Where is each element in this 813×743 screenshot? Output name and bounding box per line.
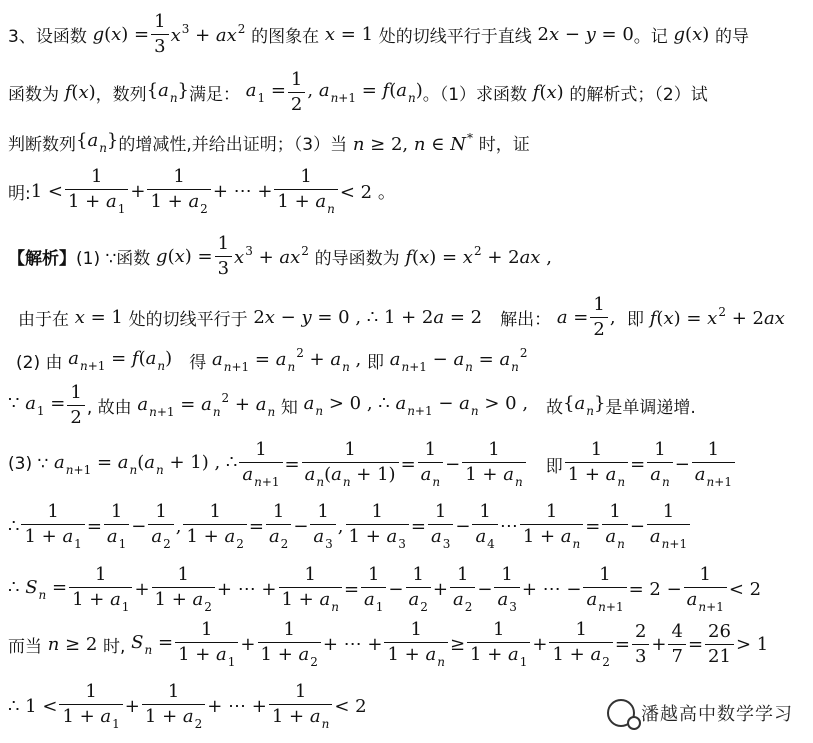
fraction: $\frac{1}{1 + a_n}$ <box>565 440 628 489</box>
text: 【解析】 <box>8 248 76 269</box>
formula: f(x) <box>64 81 96 103</box>
formula: $a_{n+1} = a_n(a_n + 1)$ , ∴ <box>54 451 238 477</box>
fraction: $\frac{4}{7}$ <box>668 622 685 667</box>
text: 的导函数为 <box>314 248 400 269</box>
formula: $\{a_n\}$ <box>563 392 606 418</box>
fraction: $\frac{1}{1 + a_1}$ <box>467 620 530 669</box>
formula: f(x) <box>532 81 570 103</box>
text: 的解析式；（2）试 <box>569 84 708 105</box>
formula: 2x − y = 0 , ∴ 1 + 2a = 2 <box>247 306 483 328</box>
formula: 2x − y = 0 <box>531 23 634 45</box>
text: 由于在 <box>18 309 69 330</box>
fraction: $\frac{1}{a_2}$ <box>406 565 431 614</box>
formula: n ≥ 2, n ∈ N* <box>352 130 473 155</box>
text: 满足： <box>189 84 240 105</box>
problem-line-4: 明: 1 < $\frac{1}{1 + a_1}$ + $\frac{1}{1 + a_2}$ + ⋯ + $\frac{1}{1 + a_n}$ < 2 。 <box>8 166 396 216</box>
text: 时, <box>103 636 126 657</box>
formula: $a_{n+1} = f(a_n)$ <box>68 347 190 373</box>
text: 的导 <box>714 26 749 47</box>
formula: $a_1$ = <box>245 79 286 105</box>
solution-line-8: 而当 n ≥ 2 时, $S_n$ = $\frac{1}{1 + a_1}$ + $\frac{1}{1 + a_2}$ + ⋯ + $\frac{1}{1 + a_n}$ ≥ $\frac{1}{1 + a_1}$ + $\frac{1}{1 + a_2}$ = $\frac{2}{3}$ + $\frac{4}{7}$ = $\frac{26}{21}$ > 1 <box>8 619 769 669</box>
text: 解出： <box>500 309 552 330</box>
solution-line-5: (3) ∵ $a_{n+1} = a_n(a_n + 1)$ , ∴ $\frac{1}{a_{n+1}}$ = $\frac{1}{a_n(a_n + 1)}$ = $\frac{1}{a_n}$ − $\frac{1}{1 + a_n}$ 即 $\frac{1}{1 + a_n}$ = $\frac{1}{a_n}$ − $\frac{1}{a_{n+1}}$ <box>8 440 737 489</box>
formula: , $a_{n+1} = f(a_n)$ <box>307 79 423 105</box>
fraction: $\frac{1}{1 + a_n}$ <box>520 502 583 551</box>
fraction: $\frac{1}{3}$ <box>151 12 168 57</box>
fraction: $\frac{1}{a_2}$ <box>450 565 475 614</box>
fraction: $\frac{1}{a_{n+1}}$ <box>647 502 690 551</box>
formula: $x^3 + ax^2$ <box>234 244 309 269</box>
text: 的增减性,并给出证明；（3）当 <box>118 135 348 155</box>
text: 得 <box>189 352 207 373</box>
formula: a = <box>556 306 589 328</box>
text: 函数为 <box>8 84 59 105</box>
formula: ∵ $a_1$ = <box>8 392 66 418</box>
text: (2) 由 <box>16 352 63 373</box>
fraction: $\frac{1}{a_4}$ <box>472 502 497 551</box>
fraction: $\frac{1}{a_n}$ <box>602 502 627 551</box>
fraction: $\frac{1}{a_{n+1}}$ <box>684 565 727 614</box>
fraction: $\frac{1}{1 + a_3}$ <box>346 502 409 551</box>
text: 故 <box>546 397 564 418</box>
formula: $a_{n+1} = a_n^2 + a_n$ , <box>212 346 367 374</box>
problem-line-1 <box>8 12 749 57</box>
text: (1) ∵函数 <box>76 248 151 269</box>
formula: $a_n > 0$ , ∴ $a_{n+1} - a_n > 0$ , <box>303 392 529 418</box>
formula: $\{a_n\}$ <box>146 79 189 105</box>
solution-line-6: ∴ $\frac{1}{1 + a_1}$ = $\frac{1}{a_1}$ − $\frac{1}{a_2}$ , $\frac{1}{1 + a_2}$ = $\frac{1}{a_2}$ − $\frac{1}{a_3}$ , $\frac{1}{1 + a_3}$ = $\frac{1}{a_3}$ − $\frac{1}{a_4}$ ⋯ $\frac{1}{1 + a_n}$ = $\frac{1}{a_n}$ − $\frac{1}{a_{n+1}}$ <box>8 502 692 551</box>
fraction: $\frac{1}{1 + a_1}$ <box>175 620 238 669</box>
fraction: $\frac{1}{1 + a_1}$ <box>21 502 84 551</box>
fraction: $\frac{2}{3}$ <box>632 622 649 667</box>
fraction: $\frac{1}{a_3}$ <box>428 502 453 551</box>
text: 处的切线平行于直线 <box>378 26 532 47</box>
fraction: $\frac{1}{a_1}$ <box>361 565 386 614</box>
wechat-icon <box>607 699 635 727</box>
formula: $f(x) = x^2 + 2ax$ <box>649 305 785 330</box>
fraction: $\frac{1}{a_{n+1}}$ <box>239 440 282 489</box>
fraction: $\frac{1}{a_2}$ <box>266 502 291 551</box>
fraction: $\frac{1}{a_n}$ <box>647 440 672 489</box>
problem-line-3 <box>8 130 530 155</box>
text: 即 <box>627 309 645 330</box>
watermark <box>607 699 793 727</box>
formula: $S_n$ = <box>131 631 174 657</box>
fraction: $\frac{1}{a_{n+1}}$ <box>692 440 735 489</box>
solution-line-7: ∴ $S_n$ = $\frac{1}{1 + a_1}$ + $\frac{1}{1 + a_2}$ + ⋯ + $\frac{1}{1 + a_n}$ = $\frac{1}{a_1}$ − $\frac{1}{a_2}$ + $\frac{1}{a_2}$ − $\frac{1}{a_3}$ + ⋯ − $\frac{1}{a_{n+1}}$ = 2 − $\frac{1}{a_{n+1}}$ < 2 <box>8 564 762 614</box>
fraction: $\frac{1}{a_n}$ <box>418 440 443 489</box>
fraction: $\frac{1}{1 + a_1}$ <box>65 167 128 216</box>
formula: x = 1 <box>324 23 379 45</box>
solution-line-1 <box>8 234 552 279</box>
fraction: $\frac{1}{1 + a_2}$ <box>258 620 321 669</box>
text: 判断数列 <box>8 135 76 155</box>
text: 即 <box>545 456 563 477</box>
fraction: $\frac{1}{1 + a_n}$ <box>274 167 337 216</box>
fraction: $\frac{1}{1 + a_2}$ <box>183 502 246 551</box>
fraction: $\frac{1}{2}$ <box>288 70 305 115</box>
formula: g(x) <box>673 23 715 45</box>
formula: x = 1 <box>74 306 129 328</box>
text: 。（1）求函数 <box>422 84 528 105</box>
fraction: $\frac{1}{1 + a_n}$ <box>279 565 342 614</box>
fraction: $\frac{1}{1 + a_2}$ <box>147 167 210 216</box>
fraction: $\frac{1}{1 + a_n}$ <box>384 620 447 669</box>
formula: $a_{n+1} = a_n^2 + a_n$ <box>137 391 276 420</box>
formula: $\{a_n\}$ <box>76 130 119 155</box>
fraction: $\frac{1}{a_{n+1}}$ <box>583 565 626 614</box>
formula: 1 < <box>30 180 63 202</box>
fraction: $\frac{1}{a_3}$ <box>494 565 519 614</box>
fraction: $\frac{1}{1 + a_1}$ <box>69 565 132 614</box>
formula: g(x) = <box>156 245 213 267</box>
watermark-text: 潘越高中数学学习 <box>641 704 793 725</box>
formula: $f(x) = x^2 + 2ax$ , <box>405 244 552 269</box>
text: 的图象在 <box>251 26 320 47</box>
solution-line-9: ∴ 1 < $\frac{1}{1 + a_1}$ + $\frac{1}{1 + a_2}$ + ⋯ + $\frac{1}{1 + a_n}$ < 2 <box>8 681 367 731</box>
fraction: $\frac{1}{1 + a_2}$ <box>142 682 205 731</box>
fraction: $\frac{1}{1 + a_2}$ <box>152 565 215 614</box>
fraction: $\frac{1}{a_2}$ <box>148 502 173 551</box>
text: 3、设函数 <box>8 26 87 47</box>
fraction: $\frac{1}{1 + a_2}$ <box>549 620 612 669</box>
text: 处的切线平行于 <box>128 309 248 330</box>
fraction: $\frac{1}{1 + a_n}$ <box>269 682 332 731</box>
fraction: $\frac{26}{21}$ <box>705 622 734 667</box>
text: , 故由 <box>86 397 132 418</box>
text: (3) ∵ <box>8 454 49 475</box>
solution-line-2: 由于在 x = 1 处的切线平行于 2x − y = 0 , ∴ 1 + 2a = 2 解出： a = $\frac{1}{2}$ , 即 $f(x) = x^2 + 2ax$ <box>18 294 785 340</box>
text: 明: <box>8 183 31 204</box>
text: 。记 <box>633 26 668 47</box>
solution-line-4 <box>8 383 696 428</box>
text: 即 <box>367 352 384 373</box>
formula: $a_{n+1} - a_n = a_n^2$ <box>389 346 528 374</box>
fraction: $\frac{1}{a_1}$ <box>104 502 129 551</box>
fraction: $\frac{1}{3}$ <box>215 234 232 279</box>
text: ，数列 <box>95 84 147 105</box>
fraction: $\frac{1}{a_n(a_n + 1)}$ <box>302 440 399 489</box>
formula: n ≥ 2 <box>47 633 104 655</box>
text: 时，证 <box>478 135 530 155</box>
fraction: $\frac{1}{a_3}$ <box>310 502 335 551</box>
solution-line-3 <box>16 346 528 374</box>
text: 知 <box>280 397 298 418</box>
formula: $x^3 + ax^2$ <box>170 22 246 47</box>
problem-line-2 <box>8 70 708 115</box>
fraction: $\frac{1}{2}$ <box>590 295 607 340</box>
fraction: $\frac{1}{1 + a_1}$ <box>59 682 122 731</box>
formula: ∴ $S_n$ = <box>8 576 68 602</box>
text: 而当 <box>8 636 42 657</box>
fraction: $\frac{1}{1 + a_n}$ <box>462 440 525 489</box>
formula: g(x) = <box>92 23 150 45</box>
text: 是单调递增. <box>605 397 696 418</box>
fraction: $\frac{1}{2}$ <box>67 383 84 428</box>
